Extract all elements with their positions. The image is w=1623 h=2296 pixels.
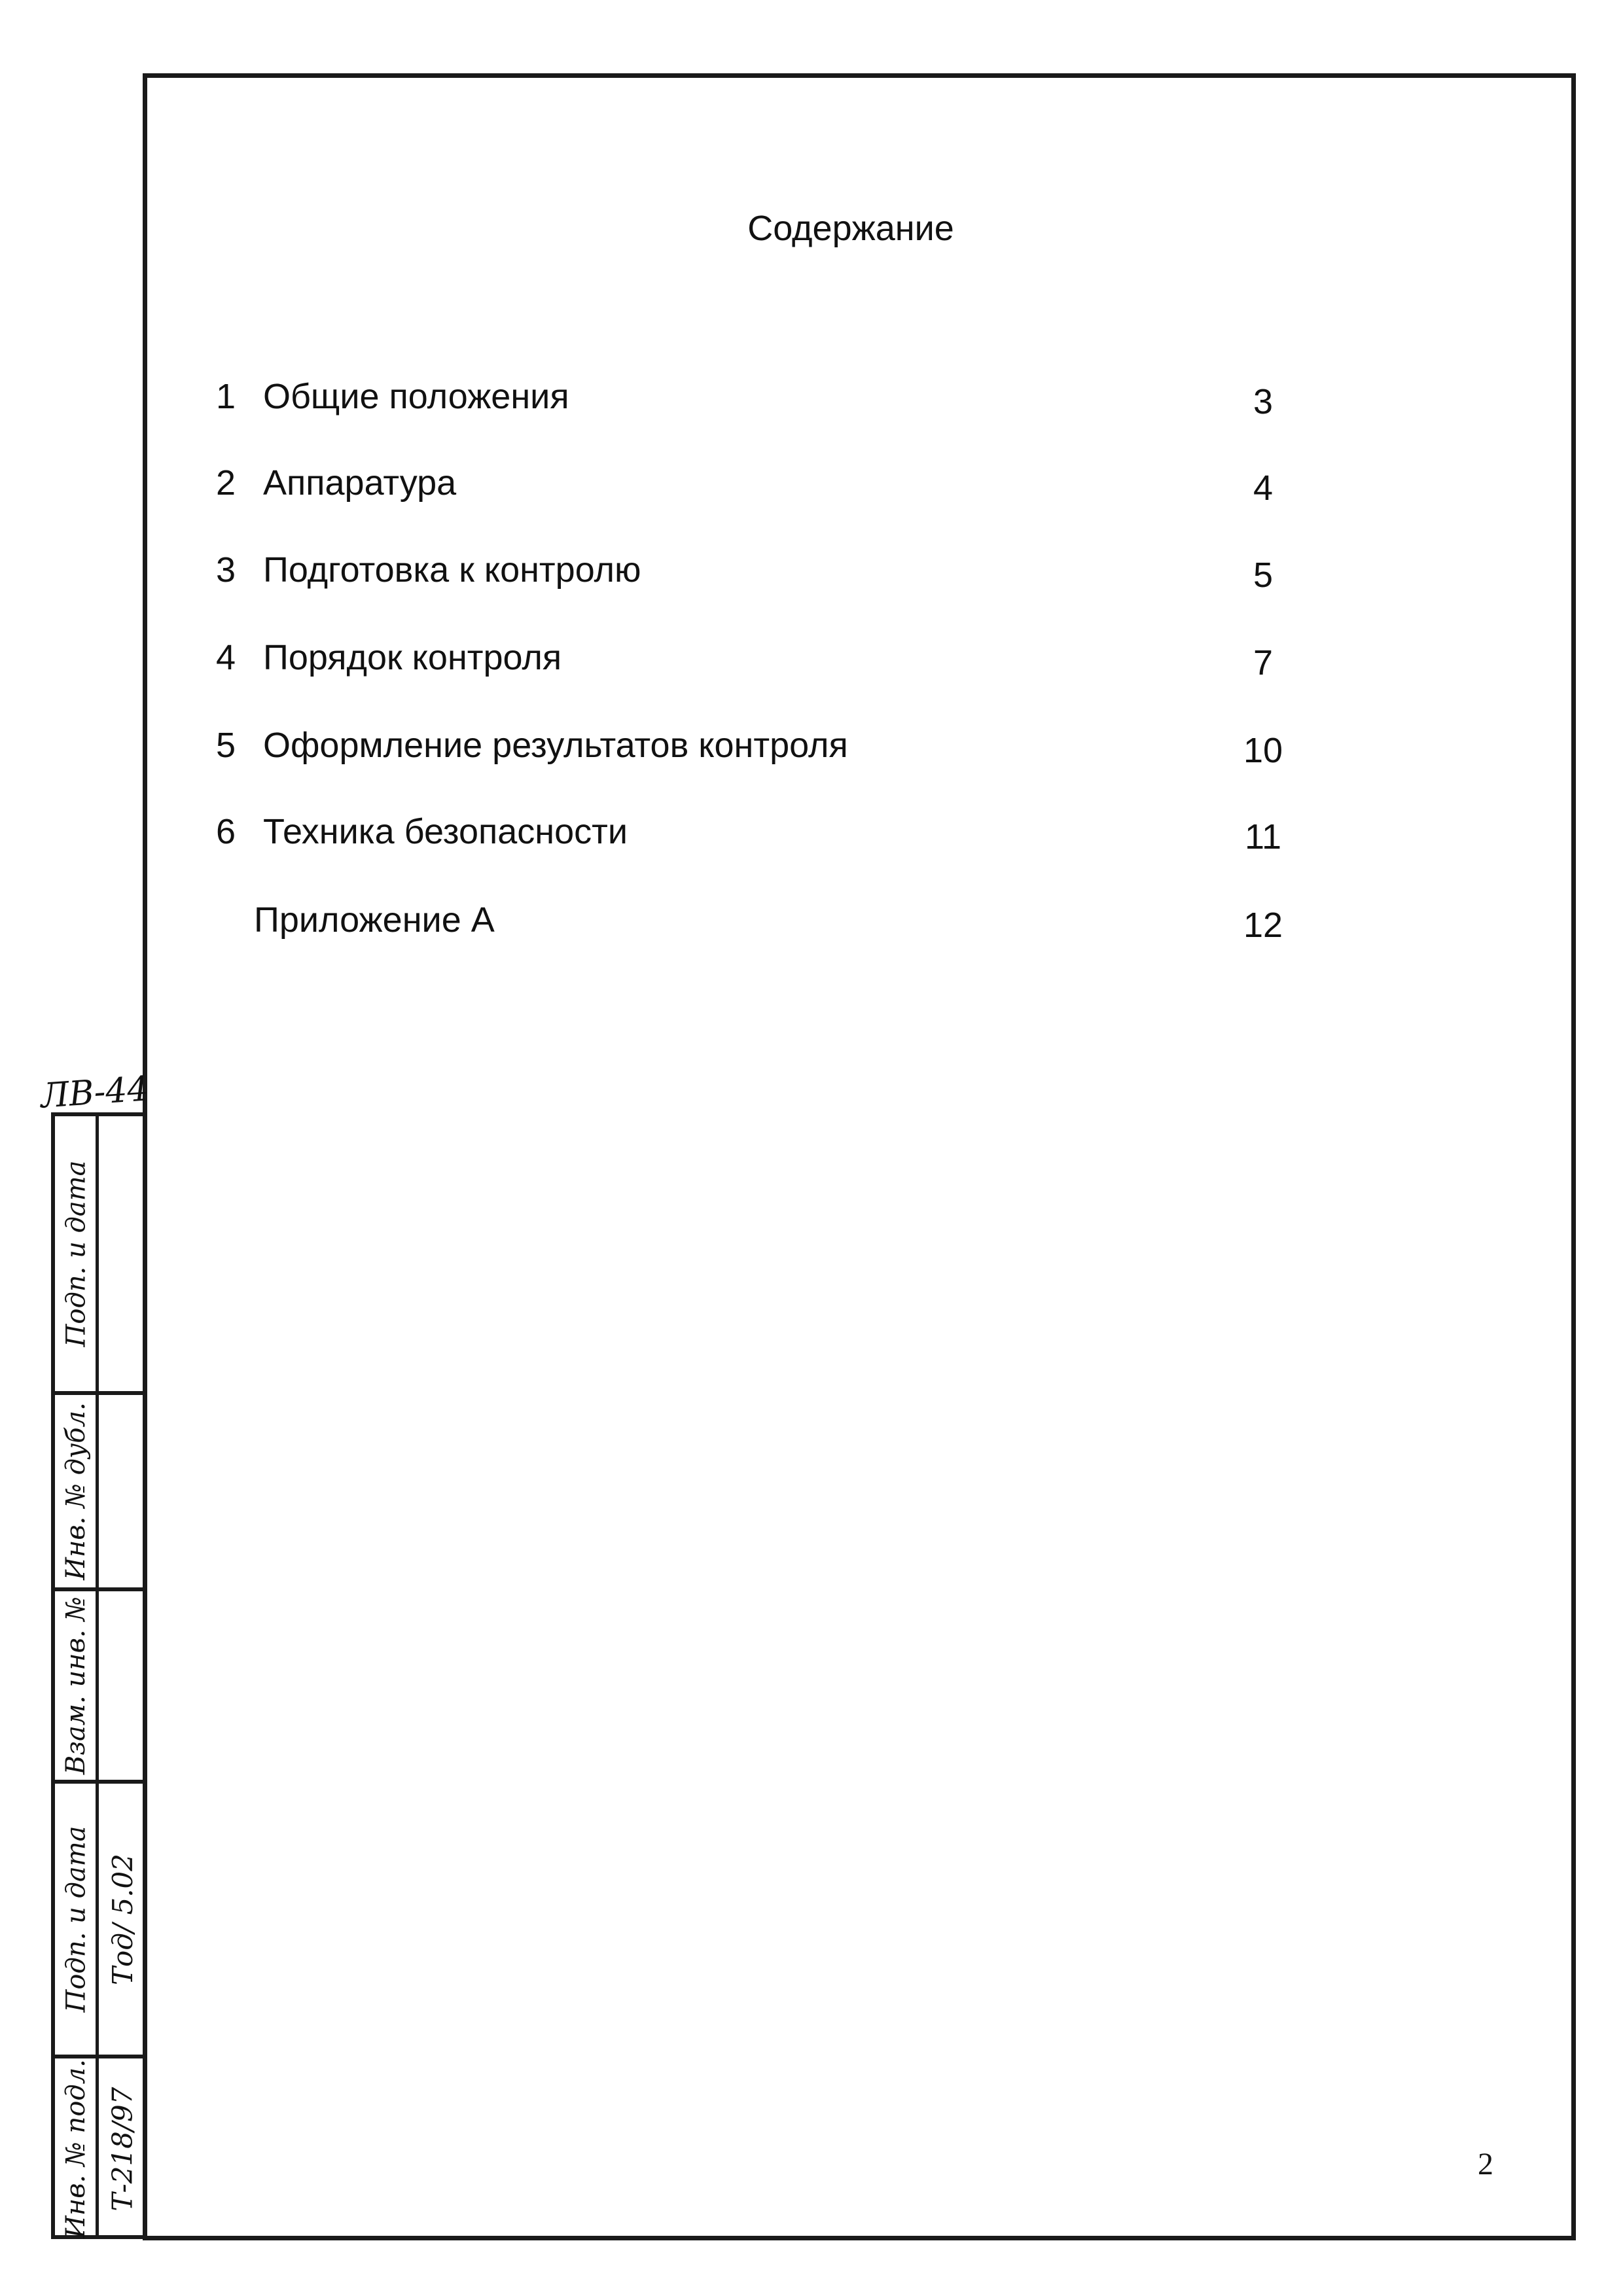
toc-entry-number: 2 bbox=[216, 463, 236, 503]
stamp-label-text: Подп. и дата bbox=[61, 1160, 91, 1347]
toc-entry-page: 7 bbox=[1253, 643, 1274, 682]
toc-entry-page: 10 bbox=[1243, 731, 1283, 770]
toc-title: Содержание bbox=[747, 209, 954, 248]
toc-entry-number: 5 bbox=[216, 726, 236, 765]
stamp-label-text: Подп. и дата bbox=[61, 1826, 91, 2013]
stamp-cell-replacement-inv bbox=[55, 1587, 147, 1780]
stamp-value bbox=[99, 1116, 145, 1391]
toc-entry-page: 3 bbox=[1253, 382, 1274, 421]
stamp-value-text: Т-218/97 bbox=[106, 2087, 139, 2211]
margin-code: ЛВ-44 bbox=[39, 1069, 151, 1116]
toc-entry-label: Приложение А bbox=[254, 900, 495, 940]
toc-entry-label: Оформление результатов контроля bbox=[263, 726, 848, 765]
toc-entry bbox=[216, 637, 1302, 683]
stamp-value-text: Тод/ 5.02 bbox=[106, 1853, 139, 1985]
side-stamp bbox=[51, 1112, 147, 2239]
toc-entry bbox=[216, 376, 1302, 422]
stamp-divider bbox=[96, 1395, 99, 1587]
toc-entry-appendix bbox=[216, 900, 1302, 945]
stamp-cell-signature-date bbox=[55, 1116, 147, 1391]
toc-entry-number: 3 bbox=[216, 550, 236, 590]
stamp-label bbox=[58, 1395, 94, 1587]
stamp-value bbox=[99, 1591, 145, 1780]
toc-entry bbox=[216, 725, 1302, 771]
toc-entry-number: 6 bbox=[216, 812, 236, 851]
stamp-label bbox=[58, 1784, 94, 2055]
stamp-divider bbox=[96, 2058, 99, 2239]
toc-entry-page: 11 bbox=[1244, 817, 1282, 857]
stamp-label-text: Инв. № дубл. bbox=[61, 1402, 92, 1580]
toc-entry-label: Техника безопасности bbox=[263, 812, 628, 851]
stamp-label-text: Инв. № подл. bbox=[61, 2059, 92, 2238]
toc-entry bbox=[216, 811, 1302, 857]
stamp-divider bbox=[96, 1784, 99, 2055]
stamp-value bbox=[99, 1395, 145, 1587]
toc-entry-label: Подготовка к контролю bbox=[263, 550, 641, 590]
toc-entry-label: Общие положения bbox=[263, 377, 569, 416]
stamp-cell-signature-date-original bbox=[55, 1780, 147, 2055]
stamp-label bbox=[58, 1591, 94, 1780]
toc-entry-label: Аппаратура bbox=[263, 463, 457, 503]
toc-entry-label: Порядок контроля bbox=[263, 638, 562, 677]
stamp-cell-original-inv bbox=[55, 2055, 147, 2239]
toc-entry bbox=[216, 550, 1302, 595]
toc-entry-page: 4 bbox=[1253, 468, 1274, 508]
stamp-divider bbox=[96, 1591, 99, 1780]
stamp-divider bbox=[96, 1116, 99, 1391]
stamp-value bbox=[99, 2058, 145, 2239]
stamp-value bbox=[99, 1784, 145, 2055]
stamp-label bbox=[58, 1116, 94, 1391]
toc-entry-page: 12 bbox=[1243, 906, 1283, 945]
stamp-cell-duplicate-inv bbox=[55, 1391, 147, 1587]
stamp-label-text: Взам. инв. № bbox=[61, 1596, 92, 1775]
page-number: 2 bbox=[1478, 2147, 1493, 2181]
toc-entry bbox=[216, 463, 1302, 508]
toc-entry-number: 1 bbox=[216, 377, 236, 416]
toc-entry-page: 5 bbox=[1253, 556, 1274, 595]
stamp-label bbox=[58, 2058, 94, 2239]
toc-entry-number: 4 bbox=[216, 638, 236, 677]
